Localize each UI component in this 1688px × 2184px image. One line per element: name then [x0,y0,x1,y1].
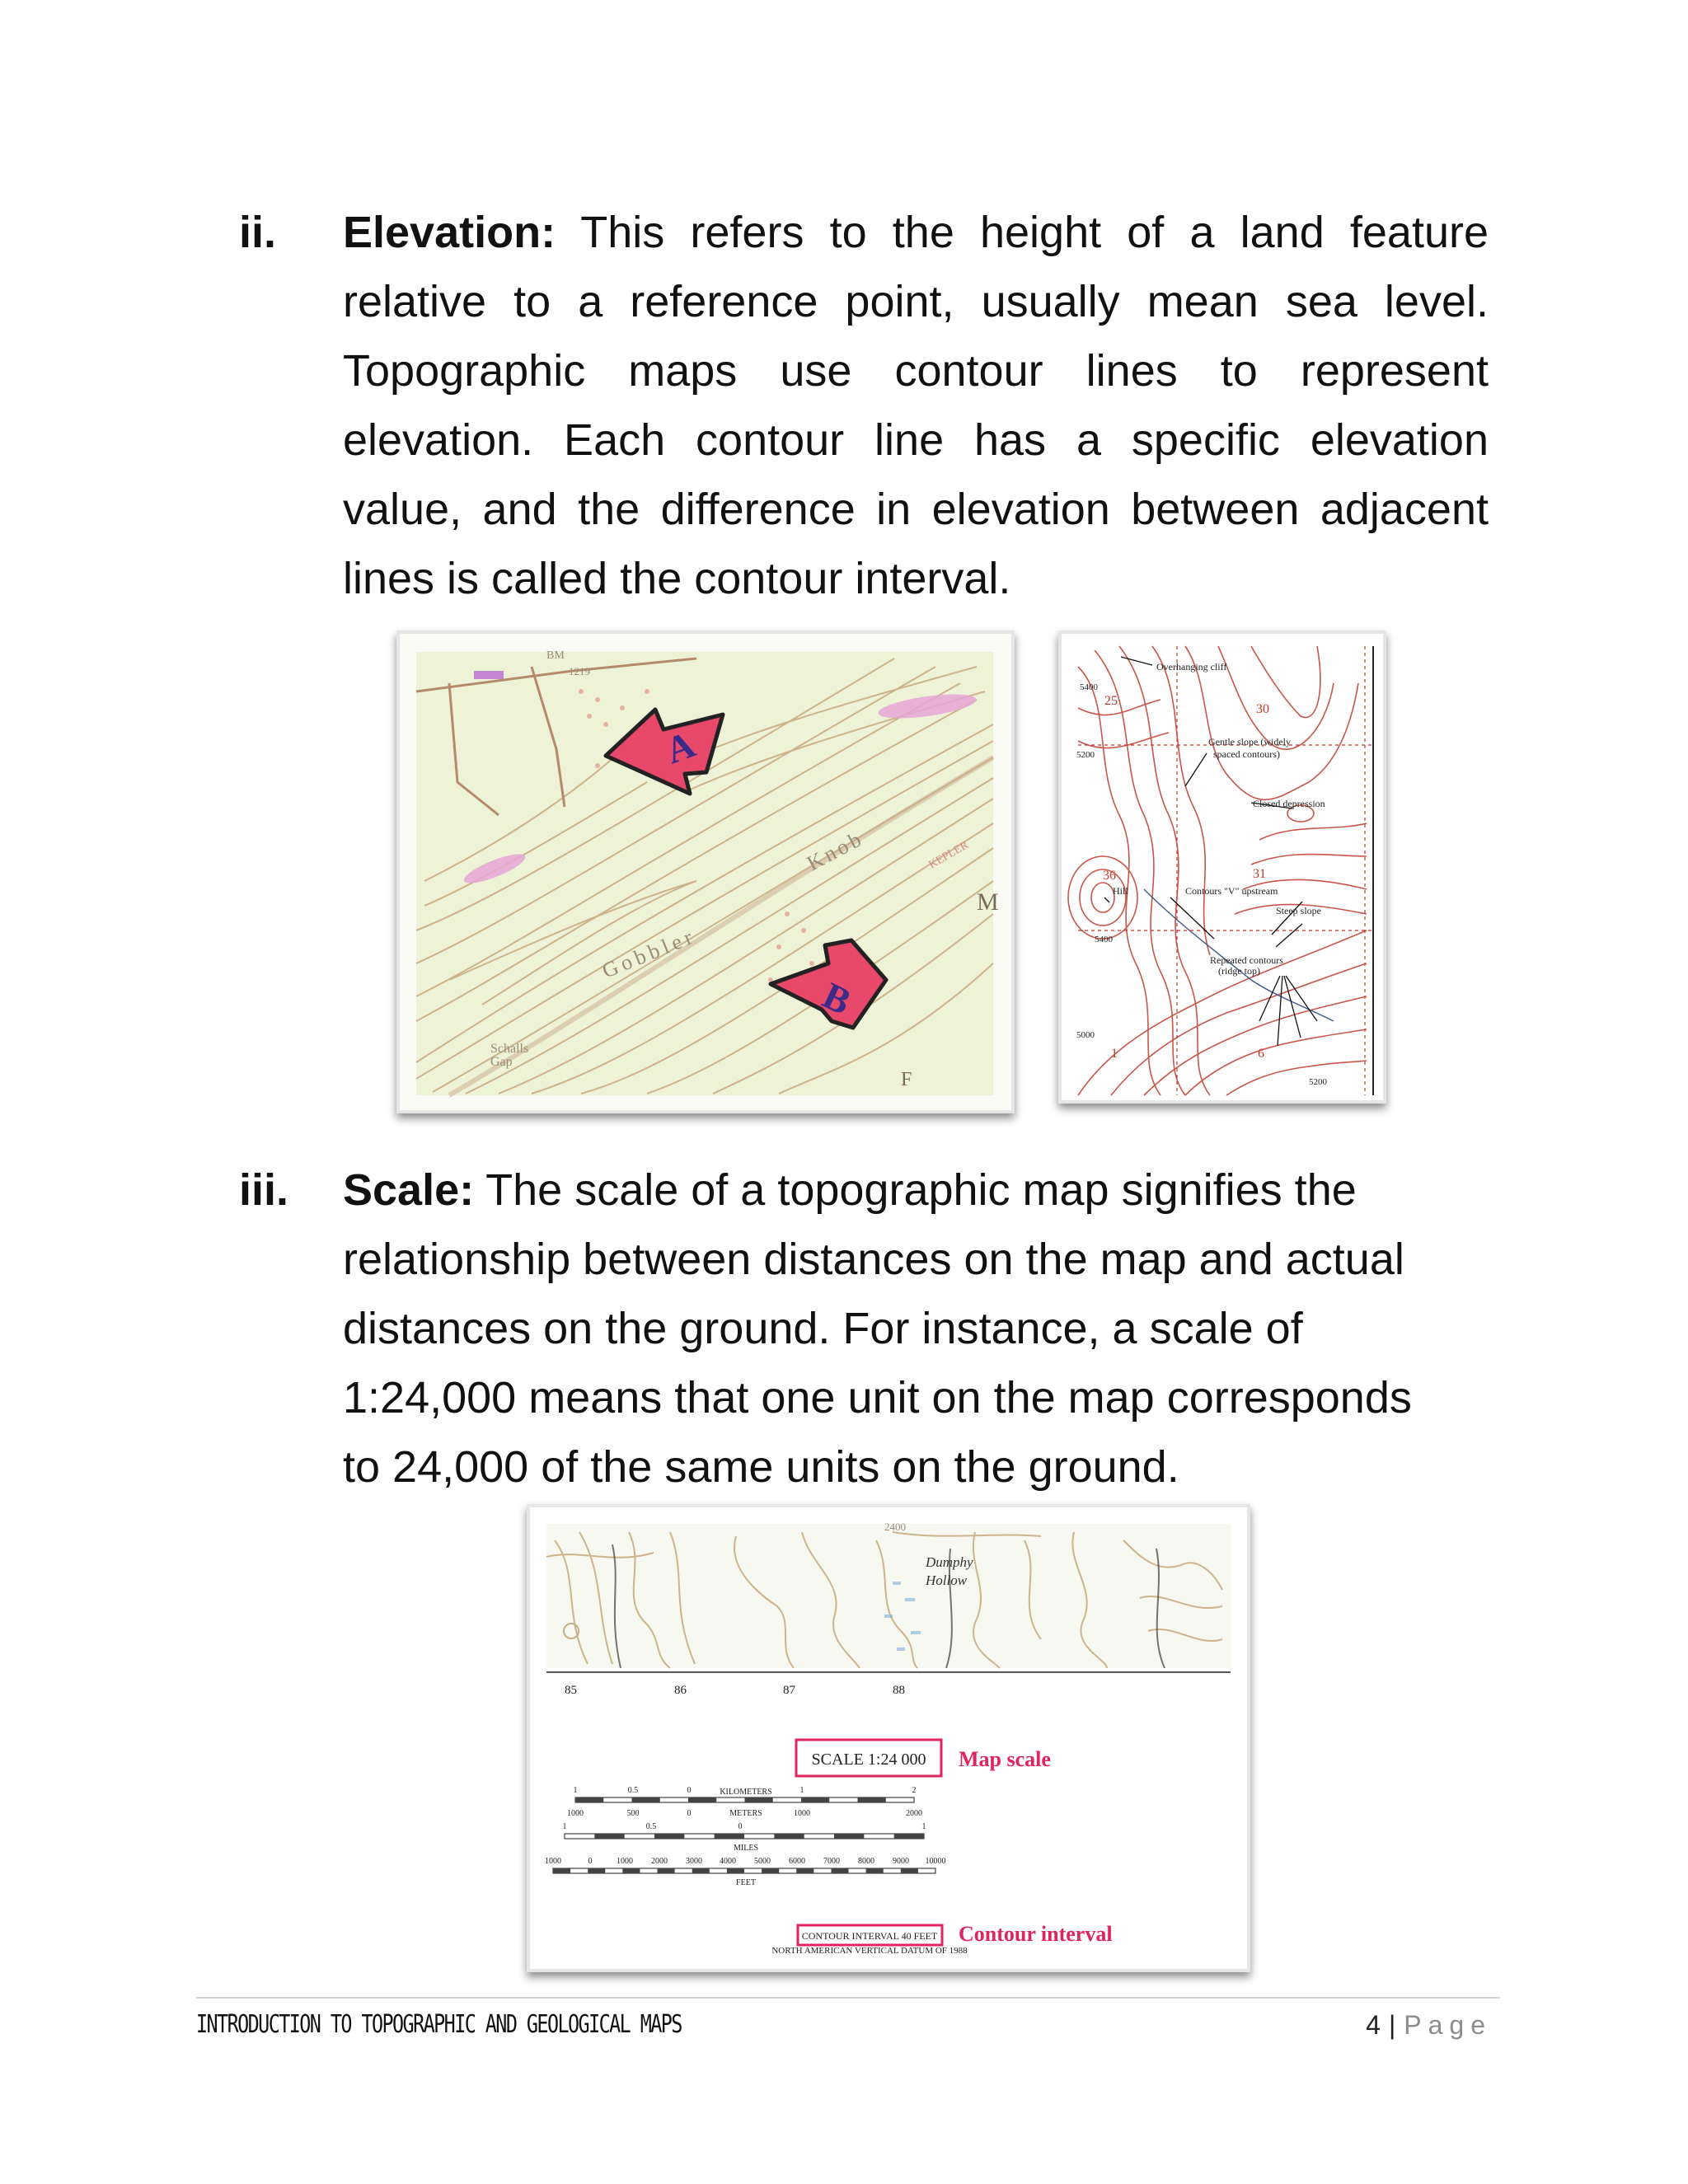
scale-tick-label: 4000 [720,1857,736,1866]
scale-tick-label: 10000 [925,1857,946,1866]
page-separator: | [1388,2010,1396,2040]
scale-tick-label: 1 [573,1786,578,1795]
grid-label: 87 [783,1684,795,1697]
scale-bar-segment [774,1834,804,1839]
scale-bar-segment [727,1868,744,1873]
steep-slope-label: Steep slope [1276,905,1321,916]
contour-map-image [1062,634,1383,1100]
scale-bar-segment [692,1868,710,1873]
gentle-slope-label-1: Gentle slope (widely [1208,736,1291,748]
map-scale-label: Map scale [959,1747,1051,1771]
scale-text-line-5: to 24,000 of the same units on the ground. [343,1442,1179,1492]
scale-tick-label: 1 [921,1822,926,1831]
elevation-5200-label-a: 5200 [1076,750,1095,760]
footer-page-number [1366,2010,1492,2041]
scale-tick-label: 500 [626,1809,640,1818]
scale-bar-segment [654,1834,684,1839]
scale-tick-label: 1000 [794,1809,810,1818]
scale-tick-label: 0 [738,1822,743,1831]
datum-label: NORTH AMERICAN VERTICAL DATUM OF 1988 [771,1946,968,1956]
scale-bar-segment [834,1834,864,1839]
scale-bar-segment [866,1868,884,1873]
place-name-line-2: Hollow [926,1572,968,1588]
scale-tick-label: 0.5 [627,1786,639,1795]
scale-tick-label: 2000 [906,1809,922,1818]
elevation-text: This refers to the height of a land feature relative to a reference point, usually mean sea level. Topographic maps use contour lines to represent elevation. Each contour line has a specific elevation value, and the difference in elevation between adjacent lines is called the contour interval. [343,208,1489,603]
scale-bar-segment [801,1797,829,1802]
term-scale: Scale: [343,1165,475,1215]
arrow-b-label: B [816,973,858,1024]
scale-tick-label: 8000 [858,1857,874,1866]
scale-tick-label: 2000 [651,1857,668,1866]
contour-interval-box-label: CONTOUR INTERVAL 40 FEET [801,1930,938,1942]
page-word: Page [1404,2010,1492,2040]
page-footer [196,1997,1500,2048]
section-36-label: 36 [1103,869,1116,883]
scale-bar-segment [762,1868,779,1873]
scale-bar-segment [715,1834,744,1839]
repeated-contours-label-1: Repeated contours [1210,954,1283,966]
scale-bar-segment [594,1834,624,1839]
section-scale [239,1155,1500,1518]
place-name-line-1: Dumphy [926,1554,973,1570]
item-number: ii. [239,208,277,257]
contour-map-figure [1058,630,1386,1104]
scale-tick-label: 1 [799,1786,804,1795]
scale-tick-label: 7000 [823,1857,840,1866]
section-elevation [239,198,1500,610]
km-label: KILOMETERS [720,1788,772,1797]
grid-label: 85 [565,1684,577,1697]
section-25-label: 25 [1104,694,1118,708]
item-number: iii. [239,1165,289,1215]
feet-label: FEET [736,1878,756,1887]
scale-tick-label: 2 [912,1786,917,1795]
section-1-label: 1 [1111,1047,1118,1061]
repeated-contours-label-2: (ridge top) [1218,965,1260,977]
contours-v-label: Contours "V" upstream [1185,885,1278,897]
scale-bar-segment [632,1797,660,1802]
scale-bar-segment [894,1834,924,1839]
scale-bar-segment [658,1868,675,1873]
footer-title: INTRODUCTION TO TOPOGRAPHIC AND GEOLOGICAL MAPS [196,2010,682,2039]
map-scale-image [530,1507,1247,1969]
scale-bar-segment [622,1868,640,1873]
topo-map-figure [396,630,1015,1113]
scale-text-line-4: 1:24,000 means that one unit on the map corresponds [343,1373,1412,1422]
miles-label: MILES [734,1844,758,1853]
scale-tick-label: 1000 [567,1809,584,1818]
section-30-label: 30 [1256,702,1269,716]
elevation-5400-label-a: 5400 [1080,682,1098,692]
term-elevation: Elevation: [343,208,556,257]
page-number: 4 [1366,2010,1381,2040]
scale-tick-label: 1000 [545,1857,561,1866]
elevation-paragraph [343,198,1489,613]
contour-interval-label: Contour interval [959,1922,1113,1946]
arrow-a-label: A [659,723,701,772]
scale-tick-label: 5000 [754,1857,771,1866]
scale-bar-segment [553,1868,570,1873]
section-31-label: 31 [1253,867,1266,881]
map-scale-figure [527,1504,1250,1972]
closed-depression-label: Closed depression [1253,798,1325,809]
scale-tick-label: 6000 [789,1857,805,1866]
f-label: F [901,1069,912,1090]
scale-bar-segment [688,1797,716,1802]
elevation-5400-label-b: 5400 [1095,935,1113,944]
section-6-label: 6 [1258,1047,1264,1061]
hill-label: Hill [1113,885,1128,897]
scale-tick-label: 0 [687,1809,692,1818]
scale-tick-label: 1000 [617,1857,633,1866]
knob-label: Knob [803,826,868,876]
scale-text-line-3: distances on the ground. For instance, a scale of [343,1304,1303,1353]
scale-bar-segment [901,1868,918,1873]
grid-label: 88 [893,1684,905,1697]
scale-tick-label: 0 [588,1857,593,1866]
scale-tick-label: 1 [562,1822,567,1831]
scale-bar-segment [858,1797,886,1802]
scale-tick-label: 9000 [893,1857,909,1866]
scale-bar-segment [745,1797,773,1802]
topo-map-image [400,634,1011,1110]
bm-value-label: 1219 [569,665,590,677]
scale-paragraph [343,1155,1489,1502]
kepler-label: KEPLER [926,839,971,872]
scale-text-line-2: relationship between distances on the map and actual [343,1235,1404,1284]
scale-bar-segment [588,1868,605,1873]
elevation-5000-label: 5000 [1076,1030,1095,1040]
elevation-5200-label-b: 5200 [1309,1077,1327,1087]
grid-label: 86 [674,1684,687,1697]
scale-text-line-1: The scale of a topographic map signifies the [485,1165,1357,1215]
scale-tick-label: 0 [687,1786,692,1795]
scale-bar-segment [831,1868,848,1873]
scale-bar-segment [796,1868,814,1873]
overhanging-cliff-label: Overhanging cliff [1156,661,1227,673]
scale-line-1 [343,1155,1489,1225]
m-label: M [977,888,999,916]
gentle-slope-label-2: spaced contours) [1213,748,1280,760]
scale-bars [545,1786,946,1887]
gap-label: Gap [490,1055,513,1069]
schalls-label: Schalls [490,1042,529,1056]
scale-ratio-label: SCALE 1:24 000 [811,1750,926,1769]
bm-label: BM [546,649,565,662]
elevation-top-label: 2400 [884,1521,906,1533]
scale-tick-label: 3000 [686,1857,702,1866]
scale-bar-segment [575,1797,603,1802]
meters-label: METERS [729,1809,762,1818]
gobbler-label: Gobbler [598,923,700,983]
scale-tick-label: 0.5 [645,1822,657,1831]
